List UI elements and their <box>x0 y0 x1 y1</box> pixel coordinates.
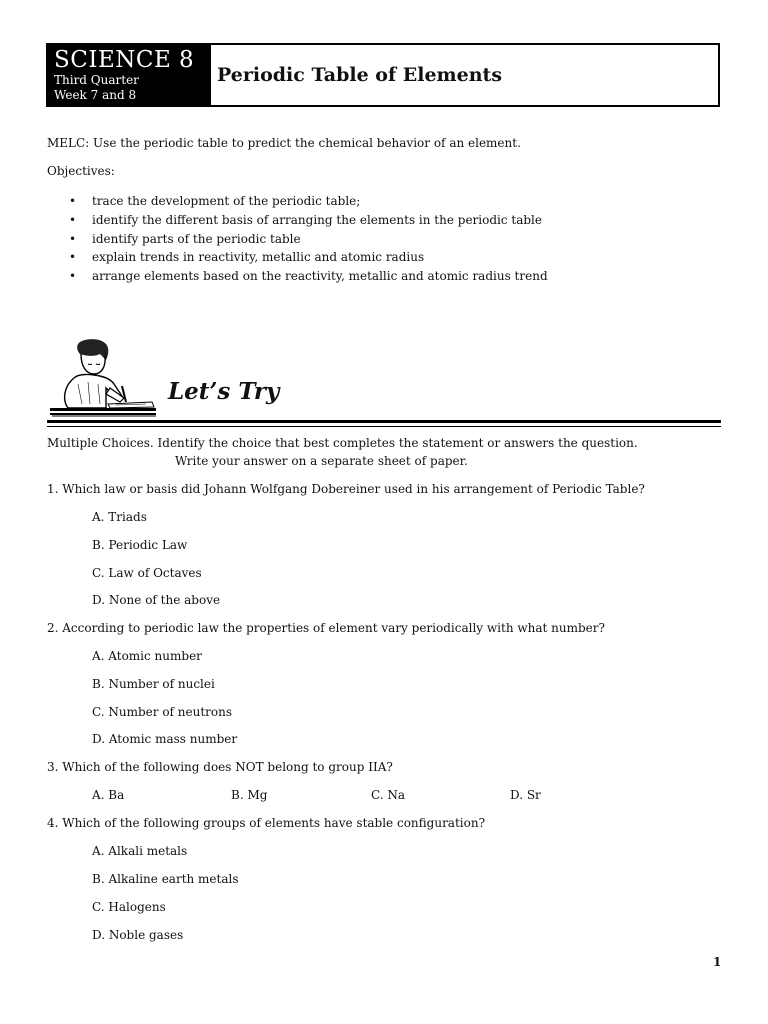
objective-text: arrange elements based on the reactivity, metallic and atomic radius trend <box>92 269 548 284</box>
objective-item <box>47 248 548 267</box>
quarter-label: Third Quarter <box>54 73 139 87</box>
question-2: 2. According to periodic law the properties of element vary periodically with what number? <box>47 621 605 635</box>
q4-option-d: D. Noble gases <box>92 928 184 942</box>
objectives-label: Objectives: <box>47 164 115 178</box>
q4-option-c: C. Halogens <box>92 900 166 914</box>
subject-label: SCIENCE 8 <box>54 47 195 73</box>
question-3: 3. Which of the following does NOT belong to group IIA? <box>47 760 393 774</box>
q1-option-d: D. None of the above <box>92 593 221 607</box>
q3-option-a: A. Ba <box>92 788 125 802</box>
objective-item <box>47 230 548 249</box>
objective-text: explain trends in reactivity, metallic and atomic radius <box>92 250 425 265</box>
objective-item <box>47 192 548 211</box>
melc-text: MELC: Use the periodic table to predict the chemical behavior of an element. <box>47 136 521 150</box>
q4-option-b: B. Alkaline earth metals <box>92 872 239 886</box>
instructions-line-1: Multiple Choices. Identify the choice that best completes the statement or answers the question. <box>47 436 638 450</box>
question-4: 4. Which of the following groups of elements have stable configuration? <box>47 816 485 830</box>
instructions-line-2: Write your answer on a separate sheet of paper. <box>175 454 468 468</box>
section-rule-thick <box>47 420 721 423</box>
q3-option-d: D. Sr <box>510 788 541 802</box>
question-1: 1. Which law or basis did Johann Wolfgang Dobereiner used in his arrangement of Periodic Table? <box>47 482 645 496</box>
objective-text: identify parts of the periodic table <box>92 231 301 246</box>
bullet-icon: • <box>69 250 77 265</box>
q1-option-c: C. Law of Octaves <box>92 566 202 580</box>
student-writing-illustration <box>48 338 160 420</box>
bullet-icon: • <box>69 231 77 246</box>
objective-text: trace the development of the periodic table; <box>92 194 361 208</box>
q2-option-c: C. Number of neutrons <box>92 705 233 719</box>
objective-item <box>47 267 548 286</box>
q1-option-b: B. Periodic Law <box>92 538 188 552</box>
q4-option-a: A. Alkali metals <box>92 844 188 858</box>
objective-text: identify the different basis of arranging the elements in the periodic table <box>92 212 542 227</box>
q1-option-a: A. Triads <box>92 510 147 524</box>
subject-box <box>48 45 211 105</box>
objectives-list <box>47 192 548 286</box>
page-number: 1 <box>713 955 722 969</box>
document-title: Periodic Table of Elements <box>217 64 503 86</box>
q3-option-b: B. Mg <box>231 788 268 802</box>
objective-item <box>47 211 548 230</box>
section-title: Let’s Try <box>168 378 280 405</box>
q2-option-a: A. Atomic number <box>92 649 202 663</box>
q2-option-d: D. Atomic mass number <box>92 732 238 746</box>
bullet-icon: • <box>69 212 77 227</box>
header-box <box>46 43 720 107</box>
q3-option-c: C. Na <box>371 788 406 802</box>
q2-option-b: B. Number of nuclei <box>92 677 215 691</box>
section-rule-thin <box>47 426 721 427</box>
week-label: Week 7 and 8 <box>54 88 137 102</box>
bullet-icon: • <box>69 194 77 208</box>
bullet-icon: • <box>69 269 77 284</box>
